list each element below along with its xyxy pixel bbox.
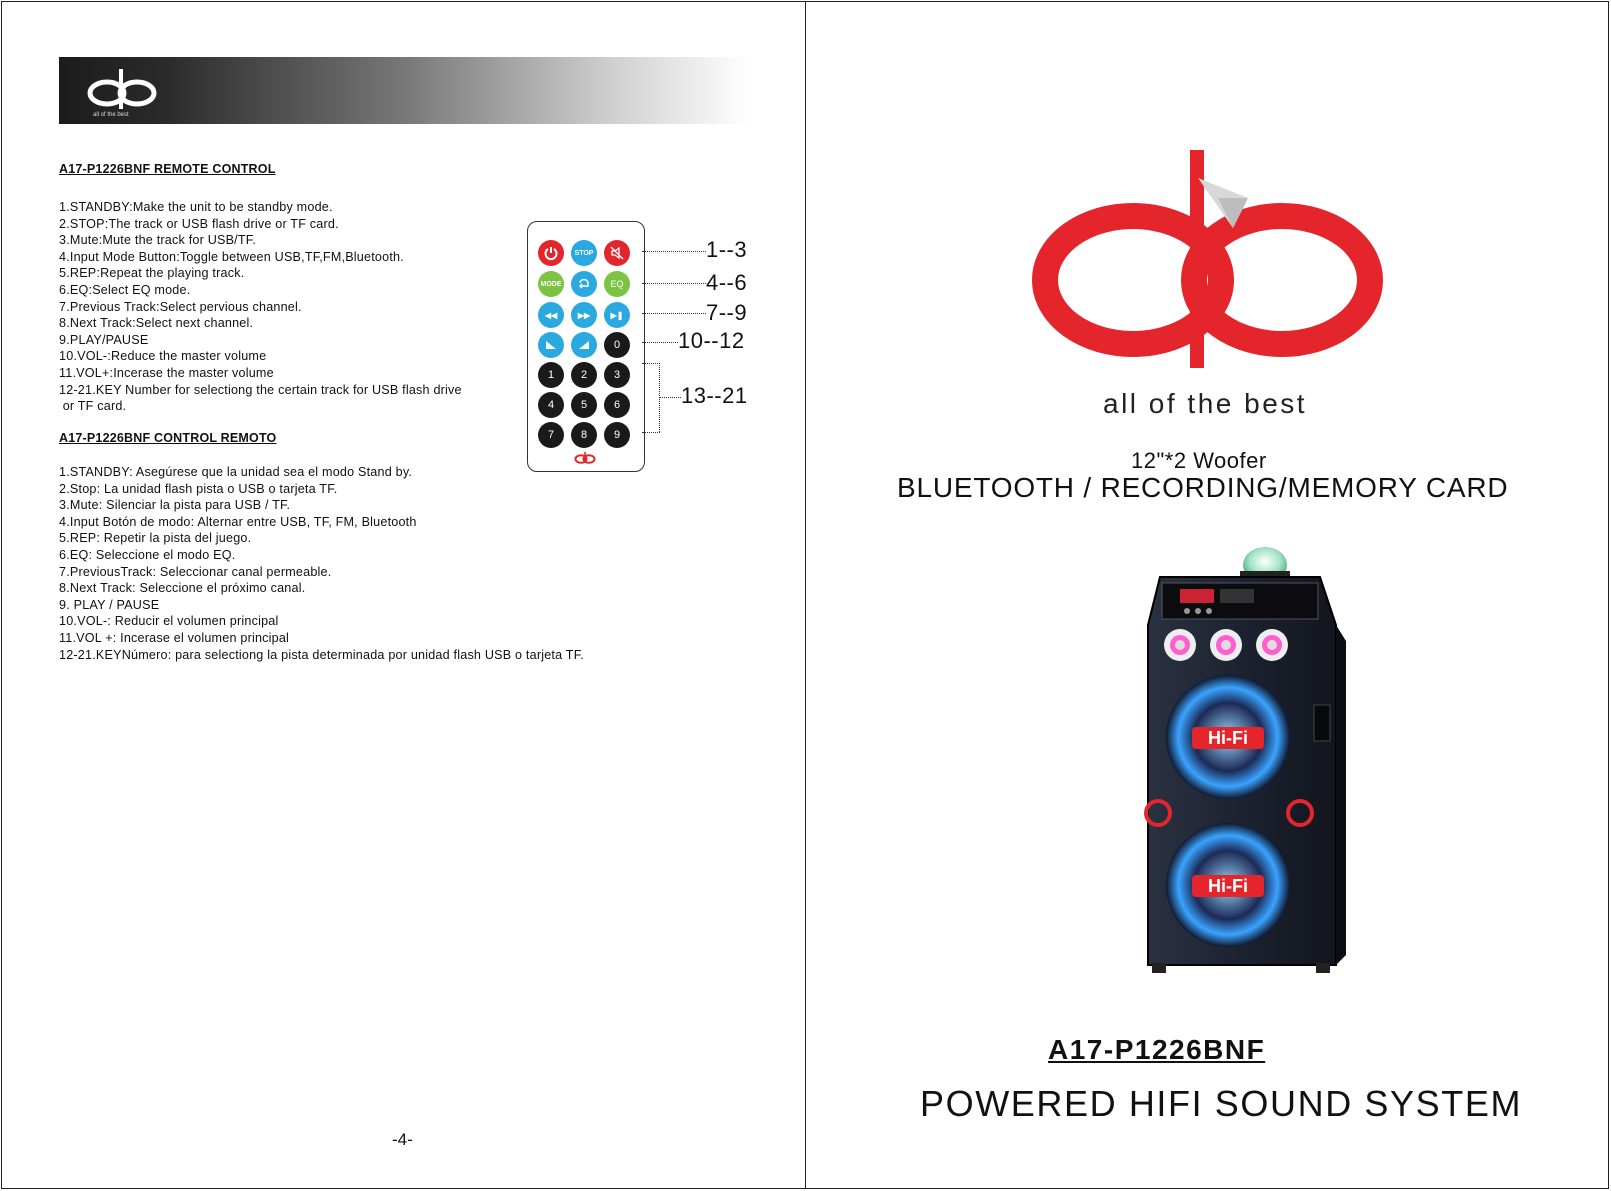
instruction-item: 7.PreviousTrack: Seleccionar canal permeable. xyxy=(59,564,332,579)
instruction-item: 9.PLAY/PAUSE xyxy=(59,332,149,347)
instruction-item: 4.Input Botón de modo: Alternar entre USB, TF, FM, Bluetooth xyxy=(59,514,417,529)
feature-line: BLUETOOTH / RECORDING/MEMORY CARD xyxy=(897,472,1509,503)
next-track-icon: ▶▶ xyxy=(571,302,597,328)
remote-control-illustration xyxy=(527,221,645,472)
remote-title-en: A17-P1226BNF REMOTE CONTROL xyxy=(59,162,276,176)
digit-4-button: 4 xyxy=(538,392,564,418)
instruction-item: 10.VOL-: Reducir el volumen principal xyxy=(59,614,279,629)
instruction-item: or TF card. xyxy=(59,399,127,414)
page-number: -4- xyxy=(392,1130,413,1149)
digit-2-button: 2 xyxy=(571,362,597,388)
digit-1-button: 1 xyxy=(538,362,564,388)
instruction-item: 1.STANDBY:Make the unit to be standby mode. xyxy=(59,200,333,214)
stop-button: STOP xyxy=(571,240,597,266)
instruction-item: 5.REP:Repeat the playing track. xyxy=(59,266,245,281)
instruction-item: 2.STOP:The track or USB flash drive or TF card. xyxy=(59,216,339,231)
remote-instructions-es xyxy=(59,464,584,663)
power-button-icon xyxy=(538,240,564,266)
remote-title-es: A17-P1226BNF CONTROL REMOTO xyxy=(59,431,277,445)
digit-9-button: 9 xyxy=(604,422,630,448)
callout-line-5a xyxy=(642,363,660,364)
header-bar xyxy=(59,57,749,124)
speaker-badge-bottom: Hi-Fi xyxy=(1208,876,1248,896)
instruction-item: 3.Mute:Mute the track for USB/TF. xyxy=(59,233,256,248)
callout-line-4 xyxy=(642,342,678,343)
remote-instructions-en xyxy=(59,199,462,415)
speaker-badge-top: Hi-Fi xyxy=(1208,728,1248,748)
brand-logo-large-icon xyxy=(1028,150,1388,372)
volume-up-icon xyxy=(571,332,597,358)
woofer-spec: 12"*2 Woofer xyxy=(1131,448,1267,473)
play-pause-icon: ▶❚ xyxy=(604,302,630,328)
instruction-item: 3.Mute: Silenciar la pista para USB / TF. xyxy=(59,498,291,513)
instruction-item: 8.Next Track:Select next channel. xyxy=(59,316,254,331)
brand-tagline: all of the best xyxy=(1103,388,1308,419)
remote-logo-icon xyxy=(574,452,596,464)
callout-line-2 xyxy=(642,283,706,284)
instruction-item: 6.EQ: Seleccione el modo EQ. xyxy=(59,547,236,562)
instruction-item: 12-21.KEY Number for selectiong the certain track for USB flash drive xyxy=(59,382,462,397)
callout-1-3: 1--3 xyxy=(706,237,748,262)
instruction-item: 5.REP: Repetir la pista del juego. xyxy=(59,531,252,546)
instruction-item: 8.Next Track: Seleccione el próximo canal. xyxy=(59,581,306,596)
digit-6-button: 6 xyxy=(604,392,630,418)
callout-line-5c xyxy=(659,397,681,398)
instruction-item: 11.VOL+:Incerase the master volume xyxy=(59,365,274,380)
digit-5-button: 5 xyxy=(571,392,597,418)
brand-logo-icon xyxy=(75,63,163,119)
digit-3-button: 3 xyxy=(604,362,630,388)
instruction-item: 10.VOL-:Reduce the master volume xyxy=(59,349,267,364)
instruction-item: 12-21.KEYNúmero: para selectiong la pista determinada por unidad flash USB o tarjeta TF. xyxy=(59,647,584,662)
repeat-button-icon xyxy=(571,271,597,297)
left-page xyxy=(1,1,806,1189)
eq-button: EQ xyxy=(604,271,630,297)
instruction-item: 7.Previous Track:Select pervious channel. xyxy=(59,299,302,314)
volume-down-icon xyxy=(538,332,564,358)
mode-button: MODE xyxy=(538,271,564,297)
instruction-item: 2.Stop: La unidad flash pista o USB o tarjeta TF. xyxy=(59,481,338,496)
callout-line-3 xyxy=(642,313,706,314)
instruction-item: 4.Input Mode Button:Toggle between USB,TF,FM,Bluetooth. xyxy=(59,249,404,264)
model-number: A17-P1226BNF xyxy=(1048,1034,1266,1065)
digit-7-button: 7 xyxy=(538,422,564,448)
callout-line-5b xyxy=(642,432,660,433)
instruction-item: 11.VOL +: Incerase el volumen principal xyxy=(59,630,290,645)
instruction-item: 9. PLAY / PAUSE xyxy=(59,597,160,612)
previous-track-icon: ◀◀ xyxy=(538,302,564,328)
product-name: POWERED HIFI SOUND SYSTEM xyxy=(920,1083,1523,1124)
mute-button-icon xyxy=(604,240,630,266)
digit-0-button: 0 xyxy=(604,332,630,358)
callout-4-6: 4--6 xyxy=(706,270,748,295)
instruction-item: 1.STANDBY: Asegúrese que la unidad sea el modo Stand by. xyxy=(59,465,413,479)
speaker-product-image xyxy=(1140,545,1355,980)
callout-13-21: 13--21 xyxy=(681,383,748,408)
digit-8-button: 8 xyxy=(571,422,597,448)
callout-10-12: 10--12 xyxy=(678,328,745,353)
instruction-item: 6.EQ:Select EQ mode. xyxy=(59,282,191,297)
callout-7-9: 7--9 xyxy=(706,300,748,325)
header-tagline: all of the best xyxy=(93,112,129,118)
callout-line-1 xyxy=(642,251,706,252)
